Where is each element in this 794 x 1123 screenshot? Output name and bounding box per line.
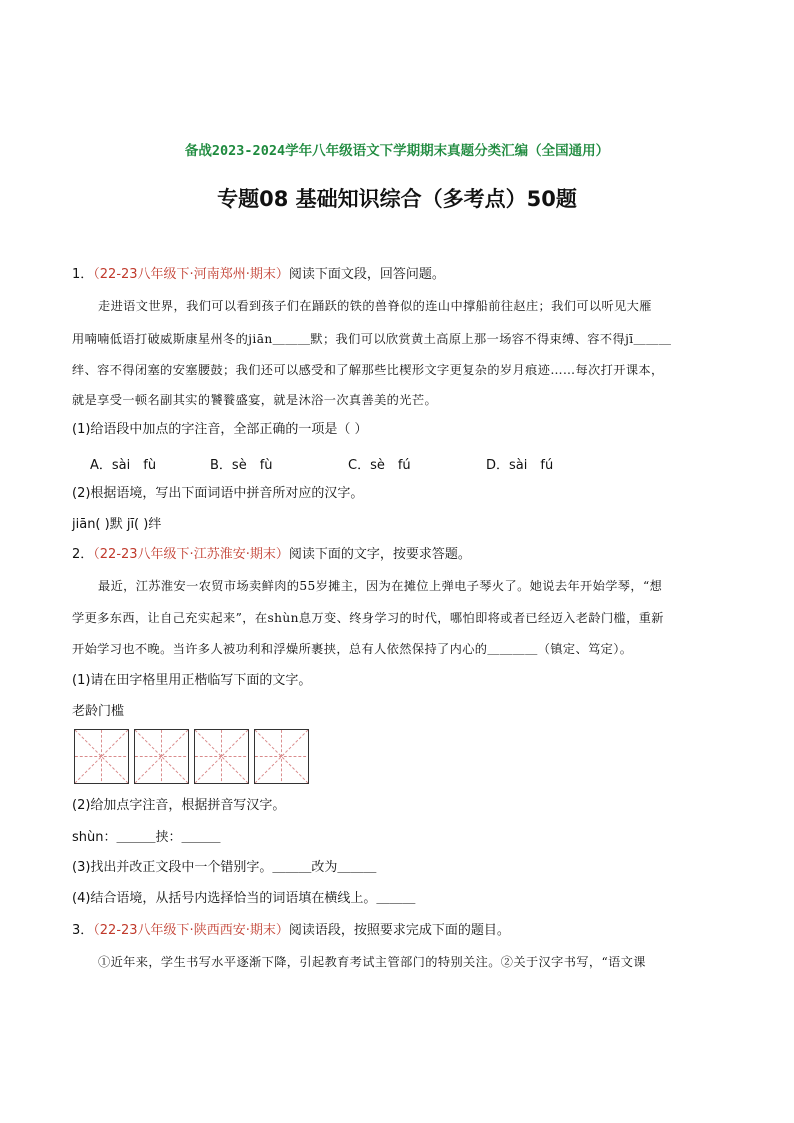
- sub-question: (2)给加点字注音，根据拼音写汉字。: [72, 798, 286, 813]
- option-a[interactable]: A．sài fù: [90, 458, 157, 473]
- question-source: （22-23八年级下·河南郑州·期末）: [93, 267, 289, 282]
- question-2-header: [72, 546, 722, 564]
- sub-question: (2)根据语境，写出下面词语中拼音所对应的汉字。: [72, 486, 364, 501]
- question-prompt: 阅读下面的文字，按要求答题。: [288, 547, 471, 562]
- sub-question: (1)给语段中加点的字注音，全部正确的一项是（ ）: [72, 422, 368, 437]
- grid-guides: [195, 730, 248, 783]
- copy-words: 老龄门槛: [72, 704, 125, 719]
- question-source: （22-23八年级下·江苏淮安·期末）: [93, 547, 289, 562]
- tianzige-grid: [74, 729, 309, 784]
- grid-guides: [75, 730, 128, 783]
- question-source: （22-23八年级下·陕西西安·期末）: [93, 923, 289, 938]
- tianzige-cell[interactable]: [254, 729, 309, 784]
- tianzige-cell[interactable]: [194, 729, 249, 784]
- question-number: 3．: [72, 923, 94, 938]
- tianzige-cell[interactable]: [74, 729, 129, 784]
- passage-line: ①近年来，学生书写水平逐渐下降，引起教育考试主管部门的特别关注。②关于汉字书写，“语文课: [98, 955, 646, 969]
- fill-line[interactable]: jiān( )默 jī( )绊: [72, 517, 162, 532]
- page-title: 专题08 基础知识综合（多考点）50题: [217, 187, 577, 211]
- question-3-header: [72, 922, 722, 940]
- passage-line: 走进语文世界，我们可以看到孩子们在踊跃的铁的兽脊似的连山中撑船前往赵庄；我们可以听见大雁: [98, 299, 652, 313]
- grid-guides: [135, 730, 188, 783]
- question-prompt: 阅读下面文段，回答问题。: [288, 267, 445, 282]
- passage-line: 用喃喃低语打破威斯康星州冬的jiān＿＿＿默；我们可以欣赏黄土高原上那一场容不得束缚、容不得jī＿＿＿: [72, 332, 672, 346]
- question-prompt: 阅读语段，按照要求完成下面的题目。: [288, 923, 510, 938]
- passage-line: 最近，江苏淮安一农贸市场卖鲜肉的55岁摊主，因为在摊位上弹电子琴火了。她说去年开始学琴，“想: [98, 579, 663, 593]
- question-number: 2．: [72, 547, 94, 562]
- tianzige-cell[interactable]: [134, 729, 189, 784]
- passage-line: 学更多东西，让自己充实起来”，在shùn息万变、终身学习的时代，哪怕即将或者已经迈入老龄门槛，重新: [72, 611, 664, 625]
- option-b[interactable]: B．sè fù: [210, 458, 273, 473]
- question-1-header: [72, 266, 722, 284]
- question-number: 1．: [72, 267, 94, 282]
- series-heading: 备战2023-2024学年八年级语文下学期期末真题分类汇编（全国通用）: [184, 143, 610, 159]
- option-c[interactable]: C．sè fú: [348, 458, 411, 473]
- passage-line: 就是享受一顿名副其实的饕餮盛宴，就是沐浴一次真善美的光芒。: [72, 393, 438, 407]
- passage-line: 绊、容不得闭塞的安塞腰鼓；我们还可以感受和了解那些比楔形文字更复杂的岁月痕迹……每次打开课本，: [72, 363, 664, 377]
- passage-line: 开始学习也不晚。当许多人被功利和浮燥所裹挟，总有人依然保持了内心的＿＿＿＿（镇定、笃定）。: [72, 642, 633, 656]
- grid-guides: [255, 730, 308, 783]
- sub-question: (1)请在田字格里用正楷临写下面的文字。: [72, 673, 312, 688]
- option-d[interactable]: D．sài fú: [486, 458, 554, 473]
- sub-question[interactable]: (4)结合语境，从括号内选择恰当的词语填在横线上。＿＿＿: [72, 891, 416, 906]
- fill-line[interactable]: shùn：＿＿＿挟：＿＿＿: [72, 830, 221, 845]
- sub-question[interactable]: (3)找出并改正文段中一个错别字。＿＿＿改为＿＿＿: [72, 860, 377, 875]
